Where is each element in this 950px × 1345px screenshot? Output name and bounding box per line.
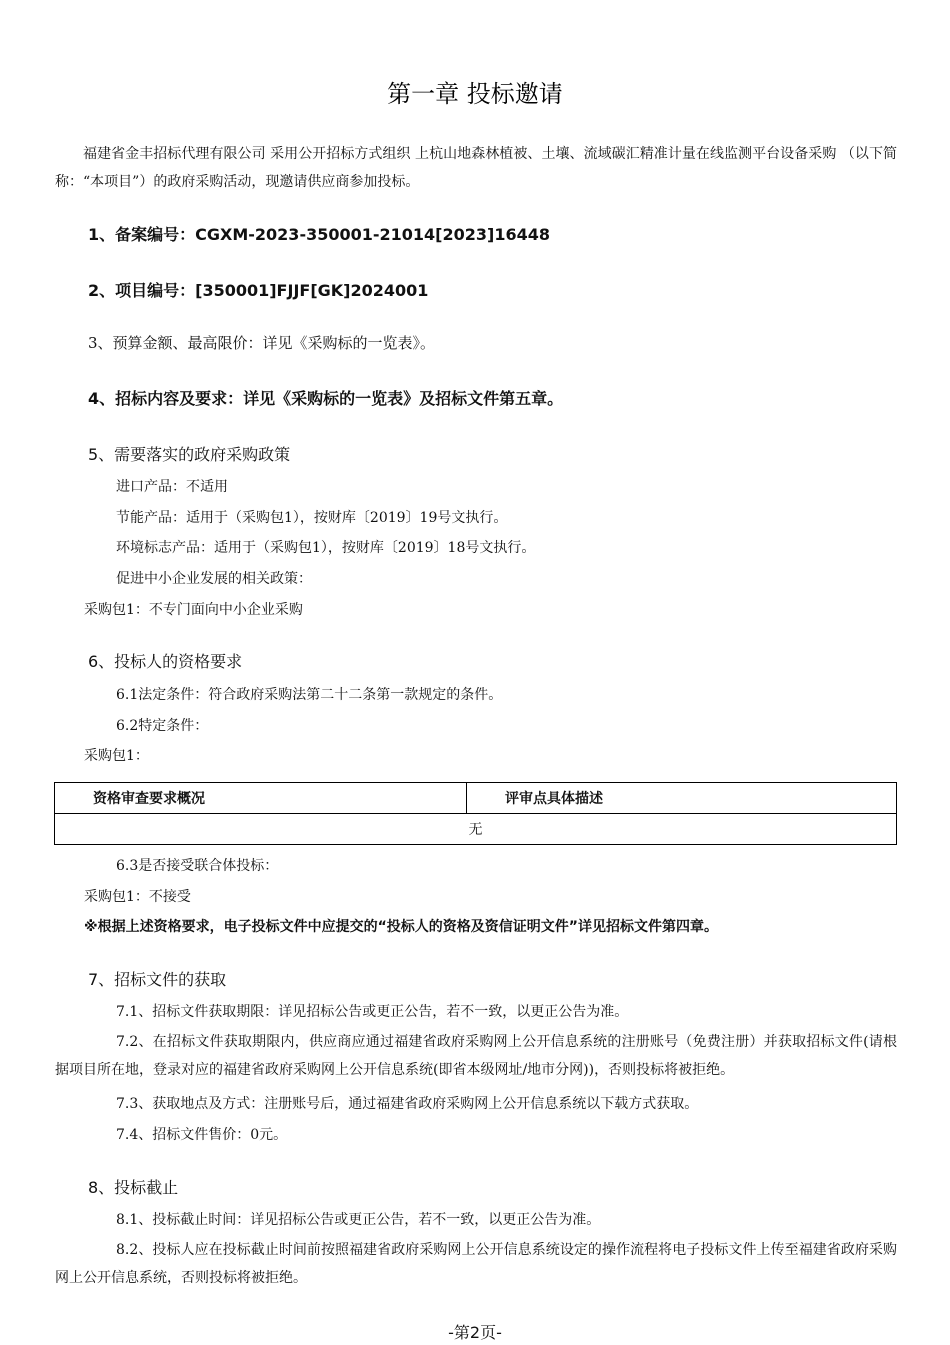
policy-environment: 环境标志产品：适用于（采购包1），按财库〔2019〕18号文执行。 xyxy=(116,540,536,556)
table-header-row xyxy=(55,783,897,814)
table-header-description: 评审点具体描述 xyxy=(467,783,897,814)
section-8-heading: 8、投标截止 xyxy=(88,1178,179,1197)
section-5-heading: 5、需要落实的政府采购政策 xyxy=(88,445,291,464)
section-4-content: 4、招标内容及要求：详见《采购标的一览表》及招标文件第五章。 xyxy=(88,389,564,408)
intro-text: 福建省金丰招标代理有限公司 采用公开招标方式组织 上杭山地森林植被、土壤、流域碳汇精准计量在线监测平台设备采购 （以下简称：“本项目”）的政府采购活动，现邀请供应商参加投标。 xyxy=(55,146,897,190)
policy-sme: 促进中小企业发展的相关政策： xyxy=(116,571,312,587)
section-1-record-number: 1、备案编号：CGXM-2023-350001-21014[2023]16448 xyxy=(88,225,551,244)
qual-specific: 6.2特定条件： xyxy=(116,718,209,734)
deadline-time: 8.1、投标截止时间：详见招标公告或更正公告，若不一致，以更正公告为准。 xyxy=(116,1212,601,1228)
deadline-upload: 8.2、投标人应在投标截止时间前按照福建省政府采购网上公开信息系统设定的操作流程将电子投标文件上传至福建省政府采购网上公开信息系统，否则投标将被拒绝。 xyxy=(55,1242,897,1286)
section-2-project-number: 2、项目编号：[350001]FJJF[GK]2024001 xyxy=(88,281,429,300)
section-6-heading: 6、投标人的资格要求 xyxy=(88,652,243,671)
section-3-budget: 3、预算金额、最高限价：详见《采购标的一览表》。 xyxy=(88,334,436,352)
table-header-overview: 资格审查要求概况 xyxy=(55,783,467,814)
doc-method: 7.3、获取地点及方式：注册账号后，通过福建省政府采购网上公开信息系统以下载方式获取。 xyxy=(116,1096,699,1112)
qual-note: ※根据上述资格要求，电子投标文件中应提交的“投标人的资格及资信证明文件”详见招标文件第四章。 xyxy=(84,919,719,935)
doc-price: 7.4、招标文件售价：0元。 xyxy=(116,1127,288,1143)
section-7-heading: 7、招标文件的获取 xyxy=(88,970,227,989)
qual-consortium-package: 采购包1：不接受 xyxy=(84,889,191,905)
doc-register: 7.2、在招标文件获取期限内，供应商应通过福建省政府采购网上公开信息系统的注册账号（免费注册）并获取招标文件(请根据项目所在地，登录对应的福建省政府采购网上公开信息系统(即省本级网址/地市分网))，否则投标将被拒绝。 xyxy=(55,1034,897,1078)
doc-period: 7.1、招标文件获取期限：详见招标公告或更正公告，若不一致，以更正公告为准。 xyxy=(116,1004,629,1020)
doc-register-paragraph xyxy=(55,1028,897,1084)
page-number: -第2页- xyxy=(448,1323,502,1342)
table-cell-none: 无 xyxy=(55,814,897,845)
deadline-upload-paragraph xyxy=(55,1236,897,1292)
table-row xyxy=(55,814,897,845)
policy-energy: 节能产品：适用于（采购包1），按财库〔2019〕19号文执行。 xyxy=(116,510,508,526)
qualification-table xyxy=(54,782,897,845)
qual-consortium: 6.3是否接受联合体投标： xyxy=(116,858,279,874)
policy-package: 采购包1：不专门面向中小企业采购 xyxy=(84,602,303,618)
qual-package: 采购包1： xyxy=(84,748,149,764)
policy-import: 进口产品：不适用 xyxy=(116,479,228,495)
chapter-title: 第一章 投标邀请 xyxy=(387,80,563,108)
qual-legal: 6.1法定条件：符合政府采购法第二十二条第一款规定的条件。 xyxy=(116,687,503,703)
intro-paragraph xyxy=(55,140,897,196)
